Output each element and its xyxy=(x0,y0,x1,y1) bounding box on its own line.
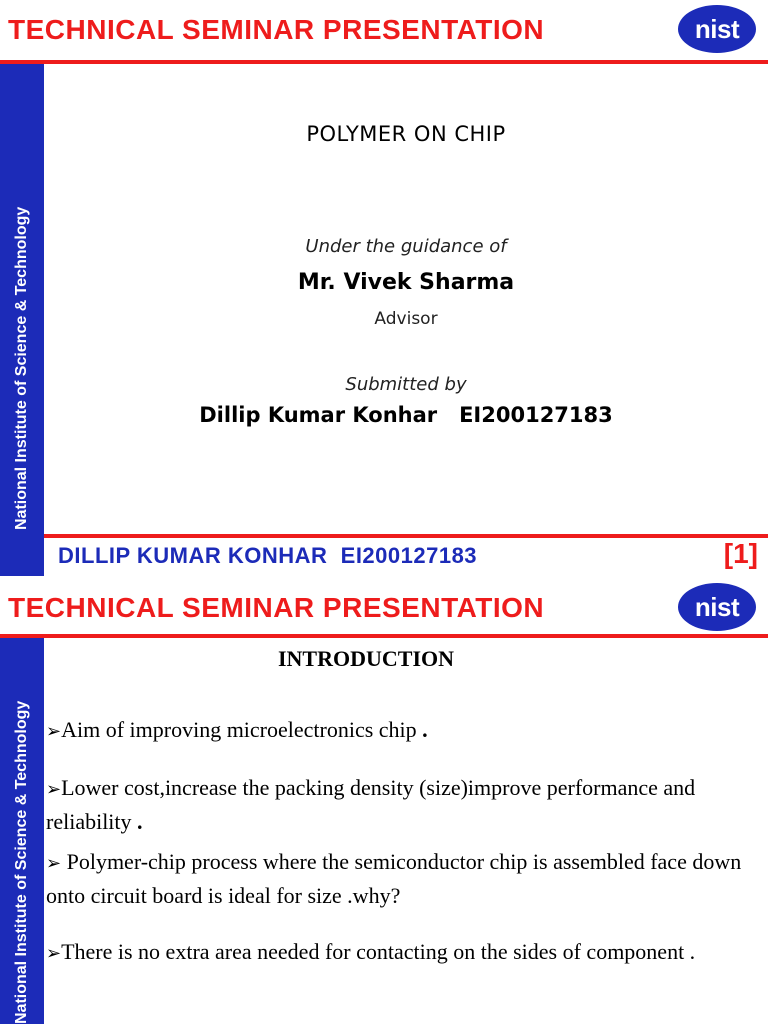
nist-logo-icon xyxy=(678,5,756,53)
guide-name: Mr. Vivek Sharma xyxy=(297,270,515,295)
submitted-label: Submitted by xyxy=(345,374,467,395)
introduction-slide xyxy=(0,578,768,1024)
bullet-item: ➢Lower cost,increase the packing density (size)improve performance and reliability . xyxy=(46,775,696,834)
arrow-bullet-icon: ➢ xyxy=(46,779,62,800)
header-title: TECHNICAL SEMINAR PRESENTATION xyxy=(8,14,545,45)
arrow-bullet-icon: ➢ xyxy=(46,721,62,742)
nist-logo-icon xyxy=(678,583,756,631)
logo-text: nist xyxy=(694,592,740,622)
guide-role: Advisor xyxy=(374,309,438,329)
arrow-bullet-icon: ➢ xyxy=(46,943,62,964)
side-band-text: National Institute of Science & Technology xyxy=(13,206,30,530)
topic-title: POLYMER ON CHIP xyxy=(306,122,506,146)
bullet-item: ➢There is no extra area needed for contacting on the sides of component . xyxy=(46,939,696,964)
bullet-item: ➢Aim of improving microelectronics chip . xyxy=(46,717,428,742)
guidance-label: Under the guidance of xyxy=(305,236,507,257)
footer-student: DILLIP KUMAR KONHAR EI200127183 xyxy=(58,543,478,568)
student-name-id: Dillip Kumar Konhar EI200127183 xyxy=(199,403,613,427)
header-divider xyxy=(0,634,768,638)
side-band xyxy=(0,638,44,1024)
section-heading: INTRODUCTION xyxy=(277,646,455,671)
arrow-bullet-icon: ➢ xyxy=(46,853,62,874)
side-band-text: National Institute of Science & Technology xyxy=(13,700,30,1024)
page-number: [1] xyxy=(723,538,758,569)
header-title: TECHNICAL SEMINAR PRESENTATION xyxy=(8,592,545,623)
side-band xyxy=(0,64,44,576)
bullet-item: ➢ Polymer-chip process where the semiconductor chip is assembled face down onto circuit board is ideal for size .why? xyxy=(46,849,742,908)
footer-divider xyxy=(44,534,768,538)
header-divider xyxy=(0,60,768,64)
logo-text: nist xyxy=(694,14,740,44)
